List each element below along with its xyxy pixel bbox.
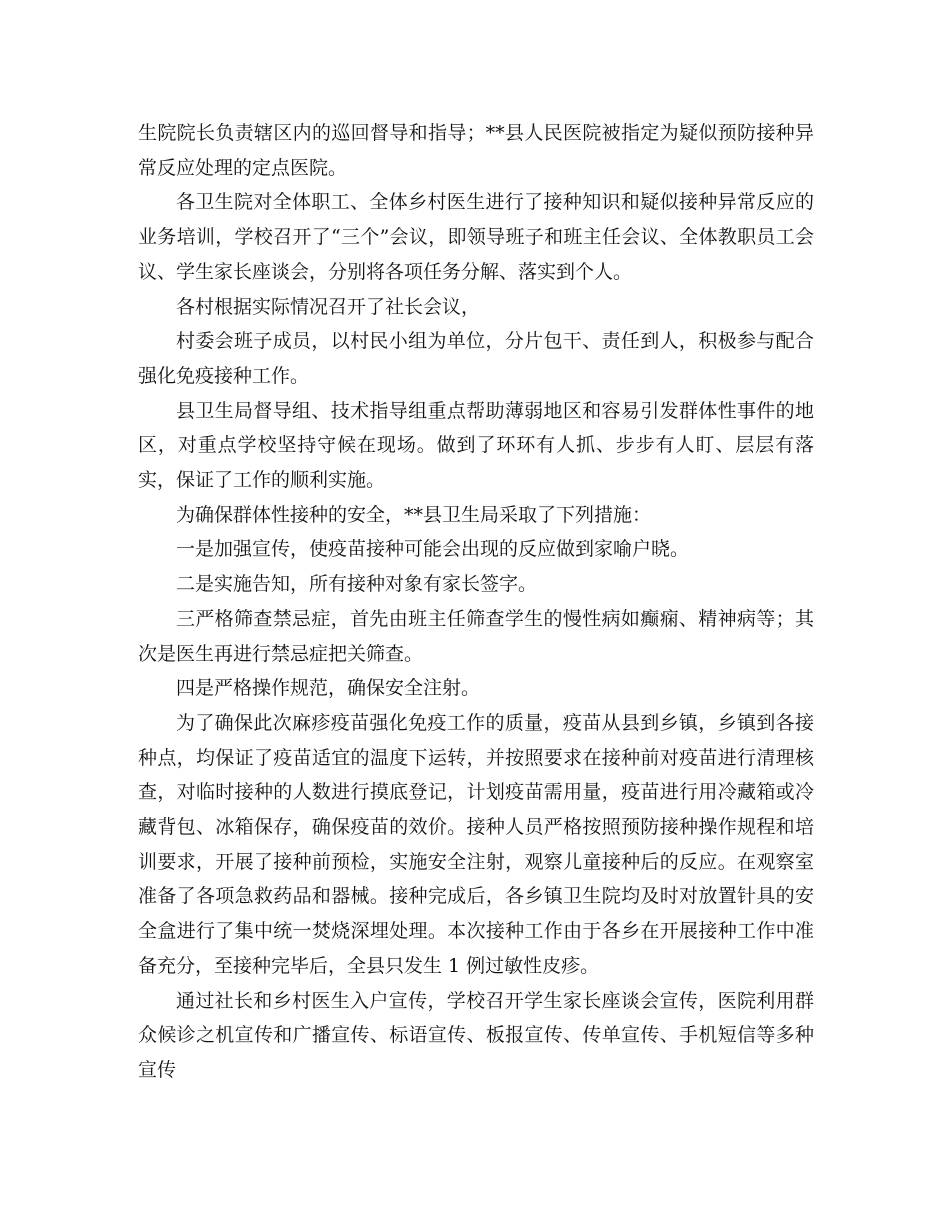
- paragraph-continuation: 生院院长负责辖区内的巡回督导和指导；**县人民医院被指定为疑似预防接种异常反应处理的定点医院。: [138, 122, 814, 179]
- paragraph-training: 各卫生院对全体职工、全体乡村医生进行了接种知识和疑似接种异常反应的业务培训，学校召开了“三个”会议，即领导班子和班主任会议、全体教职员工会议、学生家长座谈会，分别将各项任务分解、落实到个人。: [138, 191, 814, 283]
- paragraph-measure-4: 四是严格操作规范，确保安全注射。: [176, 677, 481, 700]
- paragraph-publicity: 通过社长和乡村医生入户宣传，学校召开学生家长座谈会宣传，医院利用群众候诊之机宣传和广播宣传、标语宣传、板报宣传、传单宣传、手机短信等多种宣传: [138, 989, 814, 1081]
- document-body: [138, 116, 814, 1088]
- paragraph-measures-intro: 为确保群体性接种的安全，**县卫生局采取了下列措施：: [176, 503, 652, 526]
- paragraph-measure-2: 二是实施告知，所有接种对象有家长签字。: [176, 573, 538, 596]
- paragraph-village-committee: 村委会班子成员，以村民小组为单位，分片包干、责任到人，积极参与配合强化免疫接种工作。: [138, 330, 814, 387]
- paragraph-vaccine-quality: 为了确保此次麻疹疫苗强化免疫工作的质量，疫苗从县到乡镇，乡镇到各接种点，均保证了疫苗适宜的温度下运转，并按照要求在接种前对疫苗进行清理核查，对临时接种的人数进行摸底登记，计划疫苗需用量，疫苗进行用冷藏箱或冷藏背包、冰箱保存，确保疫苗的效价。接种人员严格按照预防接种操作规程和培训要求，开展了接种前预检，实施安全注射，观察儿童接种后的反应。在观察室准备了各项急救药品和器械。接种完成后，各乡镇卫生院均及时对放置针具的安全盒进行了集中统一焚烧深埋处理。本次接种工作由于各乡在开展接种工作中准备充分，至接种完毕后，全县只发生 1 例过敏性皮疹。: [138, 711, 814, 977]
- paragraph-village-meeting: 各村根据实际情况召开了社长会议，: [176, 295, 481, 318]
- paragraph-supervision: 县卫生局督导组、技术指导组重点帮助薄弱地区和容易引发群体性事件的地区，对重点学校坚持守候在现场。做到了环环有人抓、步步有人盯、层层有落实，保证了工作的顺利实施。: [138, 399, 814, 492]
- paragraph-measure-1: 一是加强宣传，使疫苗接种可能会出现的反应做到家喻户晓。: [176, 538, 690, 561]
- paragraph-measure-3: 三严格筛查禁忌症，首先由班主任筛查学生的慢性病如癫痫、精神病等；其次是医生再进行禁忌症把关筛查。: [138, 607, 814, 665]
